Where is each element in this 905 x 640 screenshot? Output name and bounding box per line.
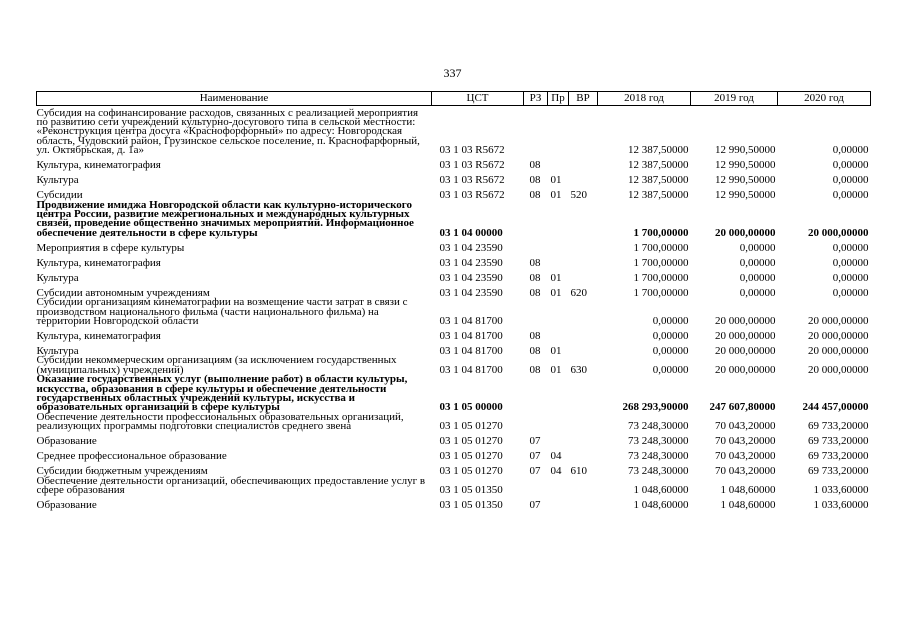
table-row xyxy=(37,171,871,186)
row-value-2019: 20 000,00000 xyxy=(715,314,776,327)
row-value-2018: 12 387,50000 xyxy=(628,144,689,157)
row-cst: 03 1 04 81700 xyxy=(439,329,503,342)
row-name: Культура xyxy=(36,344,79,357)
row-name: Субсидии некоммерческим организациям (за исключением государственных (муниципальных) учреждений) xyxy=(36,354,397,376)
row-vr xyxy=(569,253,598,268)
row-value-2019: 20 000,00000 xyxy=(715,226,776,239)
row-rz xyxy=(524,477,548,496)
row-pr: 01 xyxy=(550,286,562,299)
row-rz xyxy=(524,238,548,253)
table-body xyxy=(37,106,871,511)
table-row xyxy=(37,477,871,496)
row-value-2018: 73 248,30000 xyxy=(628,420,689,433)
row-vr xyxy=(569,171,598,186)
row-name: Культура, кинематография xyxy=(36,256,161,269)
row-value-2020: 1 033,60000 xyxy=(813,484,869,497)
row-value-2020: 20 000,00000 xyxy=(808,344,869,357)
row-name: Культура, кинематография xyxy=(36,329,161,342)
row-value-2019: 70 043,20000 xyxy=(715,450,776,463)
budget-table xyxy=(36,91,871,510)
row-cst: 03 1 05 01350 xyxy=(439,484,503,497)
row-value-2020: 0,00000 xyxy=(832,158,869,171)
table-row xyxy=(37,298,871,326)
row-value-2018: 73 248,30000 xyxy=(628,465,689,478)
row-value-2020: 1 033,60000 xyxy=(813,498,869,511)
table-row xyxy=(37,253,871,268)
row-pr: 01 xyxy=(550,363,562,376)
table-row xyxy=(37,326,871,341)
row-cst: 03 1 03 R5672 xyxy=(439,158,505,171)
row-value-2019: 70 043,20000 xyxy=(715,420,776,433)
row-value-2020: 0,00000 xyxy=(832,256,869,269)
row-vr xyxy=(569,432,598,447)
row-name: Субсидии бюджетным учреждениям xyxy=(36,465,208,478)
table-row xyxy=(37,238,871,253)
row-cst: 03 1 04 81700 xyxy=(439,363,503,376)
row-vr: 620 xyxy=(570,286,587,299)
header-2018: 2018 год xyxy=(598,92,691,106)
row-value-2018: 73 248,30000 xyxy=(628,450,689,463)
header-rz: РЗ xyxy=(524,92,548,106)
row-vr xyxy=(569,109,598,156)
header-2020: 2020 год xyxy=(778,92,871,106)
row-rz: 08 xyxy=(529,271,541,284)
row-value-2020: 20 000,00000 xyxy=(808,314,869,327)
row-value-2018: 1 700,00000 xyxy=(633,271,689,284)
row-rz: 08 xyxy=(529,173,541,186)
row-cst: 03 1 04 23590 xyxy=(439,256,503,269)
table-row xyxy=(37,156,871,171)
row-pr xyxy=(548,201,569,239)
table-row xyxy=(37,413,871,432)
row-name: Субсидии xyxy=(36,188,83,201)
row-rz: 07 xyxy=(529,465,541,478)
row-cst: 03 1 04 00000 xyxy=(439,226,503,239)
row-pr: 01 xyxy=(550,173,562,186)
table-row xyxy=(37,375,871,413)
row-value-2019: 12 990,50000 xyxy=(715,158,776,171)
row-cst: 03 1 04 81700 xyxy=(439,314,503,327)
table-row xyxy=(37,268,871,283)
row-value-2020: 69 733,20000 xyxy=(808,450,869,463)
row-cst: 03 1 04 23590 xyxy=(439,241,503,254)
row-vr xyxy=(569,298,598,326)
row-value-2020: 69 733,20000 xyxy=(808,465,869,478)
row-value-2020: 0,00000 xyxy=(832,188,869,201)
row-cst: 03 1 03 R5672 xyxy=(439,144,505,157)
row-value-2019: 12 990,50000 xyxy=(715,173,776,186)
row-value-2018: 1 700,00000 xyxy=(633,286,689,299)
row-name: Субсидия на софинансирование расходов, связанных с реализацией мероприятия по развитию сети учреждений культурно-досугового типа в сельской местности: «Реконструкция центра досуга «Краснофорфорный» по адресу: Новгородская область, Чудовский район, Грузинское сельское поселение, п. Краснофарфорный, ул. Октябрьская, д. 1а» xyxy=(36,106,420,157)
row-rz: 07 xyxy=(529,450,541,463)
row-rz: 08 xyxy=(529,188,541,201)
table-row xyxy=(37,495,871,510)
row-value-2019: 70 043,20000 xyxy=(715,465,776,478)
row-value-2020: 69 733,20000 xyxy=(808,420,869,433)
row-value-2020: 0,00000 xyxy=(832,144,869,157)
row-pr xyxy=(548,413,569,432)
header-pr: Пр xyxy=(548,92,569,106)
row-vr xyxy=(569,156,598,171)
row-value-2020: 20 000,00000 xyxy=(808,363,869,376)
row-value-2019: 247 607,80000 xyxy=(709,401,776,414)
row-value-2019: 0,00000 xyxy=(739,271,776,284)
row-name: Обеспечение деятельности профессиональных образовательных организаций, реализующих программы подготовки специалистов среднего звена xyxy=(36,410,404,433)
row-vr xyxy=(569,201,598,239)
row-rz xyxy=(524,298,548,326)
row-name: Субсидии автономным учреждениям xyxy=(36,286,210,299)
row-pr xyxy=(548,375,569,413)
row-rz: 08 xyxy=(529,158,541,171)
row-name: Культура xyxy=(36,271,79,284)
row-value-2020: 0,00000 xyxy=(832,241,869,254)
row-value-2019: 1 048,60000 xyxy=(720,484,776,497)
row-vr xyxy=(569,268,598,283)
row-pr xyxy=(548,477,569,496)
row-pr xyxy=(548,432,569,447)
row-value-2020: 0,00000 xyxy=(832,286,869,299)
row-name: Мероприятия в сфере культуры xyxy=(36,241,185,254)
header-2019: 2019 год xyxy=(691,92,778,106)
row-pr xyxy=(548,238,569,253)
row-name: Образование xyxy=(36,435,97,448)
row-rz xyxy=(524,109,548,156)
row-value-2018: 1 700,00000 xyxy=(633,241,689,254)
table-row xyxy=(37,109,871,156)
row-cst: 03 1 05 01270 xyxy=(439,435,503,448)
row-rz: 07 xyxy=(529,498,541,511)
row-rz: 08 xyxy=(529,256,541,269)
row-value-2020: 0,00000 xyxy=(832,173,869,186)
row-cst: 03 1 05 01270 xyxy=(439,450,503,463)
row-pr xyxy=(548,495,569,510)
row-value-2020: 20 000,00000 xyxy=(808,226,869,239)
row-value-2020: 0,00000 xyxy=(832,271,869,284)
row-value-2020: 20 000,00000 xyxy=(808,329,869,342)
row-cst: 03 1 03 R5672 xyxy=(439,173,505,186)
row-rz xyxy=(524,375,548,413)
row-value-2019: 0,00000 xyxy=(739,256,776,269)
row-value-2018: 1 048,60000 xyxy=(633,484,689,497)
table-row xyxy=(37,447,871,462)
row-name: Субсидии организациям кинематографии на возмещение части затрат в связи с производством национального фильма (части национального фильма) на территории Новгородской области xyxy=(36,296,408,327)
row-name: Продвижение имиджа Новгородской области как культурно-исторического центра России, развитие межрегиональных и международных культурных связей, проведение общественно значимых мероприятий. Информационное обеспечение деятельности в сфере культуры xyxy=(36,198,414,239)
row-cst: 03 1 04 23590 xyxy=(439,271,503,284)
row-value-2018: 12 387,50000 xyxy=(628,188,689,201)
row-pr xyxy=(548,253,569,268)
row-value-2019: 1 048,60000 xyxy=(720,498,776,511)
row-name: Оказание государственных услуг (выполнение работ) в области культуры, искусства, образования в сфере культуры и обеспечение деятельности государственных областных учреждений культуры, искусства и образовательных организаций в сфере культуры xyxy=(36,373,408,414)
row-name: Образование xyxy=(36,498,97,511)
row-vr: 630 xyxy=(570,363,587,376)
row-value-2018: 268 293,90000 xyxy=(622,401,689,414)
header-name: Наименование xyxy=(37,92,432,106)
row-value-2018: 0,00000 xyxy=(652,344,689,357)
page-number: 337 xyxy=(443,66,462,80)
row-value-2020: 69 733,20000 xyxy=(808,435,869,448)
row-value-2019: 12 990,50000 xyxy=(715,188,776,201)
row-name: Культура xyxy=(36,173,79,186)
row-pr: 04 xyxy=(550,465,562,478)
header-row xyxy=(37,92,871,106)
row-value-2019: 20 000,00000 xyxy=(715,363,776,376)
row-value-2019: 0,00000 xyxy=(739,241,776,254)
row-vr xyxy=(569,375,598,413)
row-value-2019: 70 043,20000 xyxy=(715,435,776,448)
row-value-2018: 73 248,30000 xyxy=(628,435,689,448)
row-value-2018: 1 048,60000 xyxy=(633,498,689,511)
row-value-2019: 20 000,00000 xyxy=(715,344,776,357)
row-vr xyxy=(569,413,598,432)
row-pr xyxy=(548,326,569,341)
row-rz: 08 xyxy=(529,344,541,357)
header-vr: ВР xyxy=(569,92,598,106)
row-name: Среднее профессиональное образование xyxy=(36,450,227,463)
row-value-2018: 1 700,00000 xyxy=(633,256,689,269)
row-value-2019: 20 000,00000 xyxy=(715,329,776,342)
row-pr xyxy=(548,109,569,156)
row-rz xyxy=(524,201,548,239)
row-pr xyxy=(548,298,569,326)
row-vr xyxy=(569,326,598,341)
row-vr: 610 xyxy=(570,465,587,478)
row-value-2019: 12 990,50000 xyxy=(715,144,776,157)
row-value-2019: 0,00000 xyxy=(739,286,776,299)
table-row xyxy=(37,432,871,447)
row-rz xyxy=(524,413,548,432)
row-rz: 08 xyxy=(529,329,541,342)
row-vr xyxy=(569,341,598,356)
row-pr xyxy=(548,156,569,171)
row-cst: 03 1 04 81700 xyxy=(439,344,503,357)
row-vr: 520 xyxy=(570,188,587,201)
row-value-2018: 0,00000 xyxy=(652,314,689,327)
row-value-2018: 0,00000 xyxy=(652,329,689,342)
row-value-2018: 1 700,00000 xyxy=(633,226,689,239)
row-rz: 08 xyxy=(529,286,541,299)
row-vr xyxy=(569,477,598,496)
header-cst: ЦСТ xyxy=(432,92,524,106)
row-cst: 03 1 04 23590 xyxy=(439,286,503,299)
table-row xyxy=(37,201,871,239)
row-rz: 07 xyxy=(529,435,541,448)
row-cst: 03 1 05 01350 xyxy=(439,498,503,511)
row-value-2018: 12 387,50000 xyxy=(628,173,689,186)
row-pr: 01 xyxy=(550,188,562,201)
row-vr xyxy=(569,238,598,253)
row-pr: 01 xyxy=(550,271,562,284)
row-value-2018: 12 387,50000 xyxy=(628,158,689,171)
row-cst: 03 1 05 01270 xyxy=(439,465,503,478)
row-pr: 01 xyxy=(550,344,562,357)
row-cst: 03 1 05 00000 xyxy=(439,401,503,414)
row-vr xyxy=(569,495,598,510)
row-vr xyxy=(569,447,598,462)
row-pr: 04 xyxy=(550,450,562,463)
row-cst: 03 1 03 R5672 xyxy=(439,188,505,201)
row-value-2018: 0,00000 xyxy=(652,363,689,376)
row-rz: 08 xyxy=(529,363,541,376)
row-name: Обеспечение деятельности организаций, обеспечивающих предоставление услуг в сфере образования xyxy=(36,474,426,497)
row-value-2020: 244 457,00000 xyxy=(802,401,869,414)
row-cst: 03 1 05 01270 xyxy=(439,420,503,433)
row-name: Культура, кинематография xyxy=(36,158,161,171)
